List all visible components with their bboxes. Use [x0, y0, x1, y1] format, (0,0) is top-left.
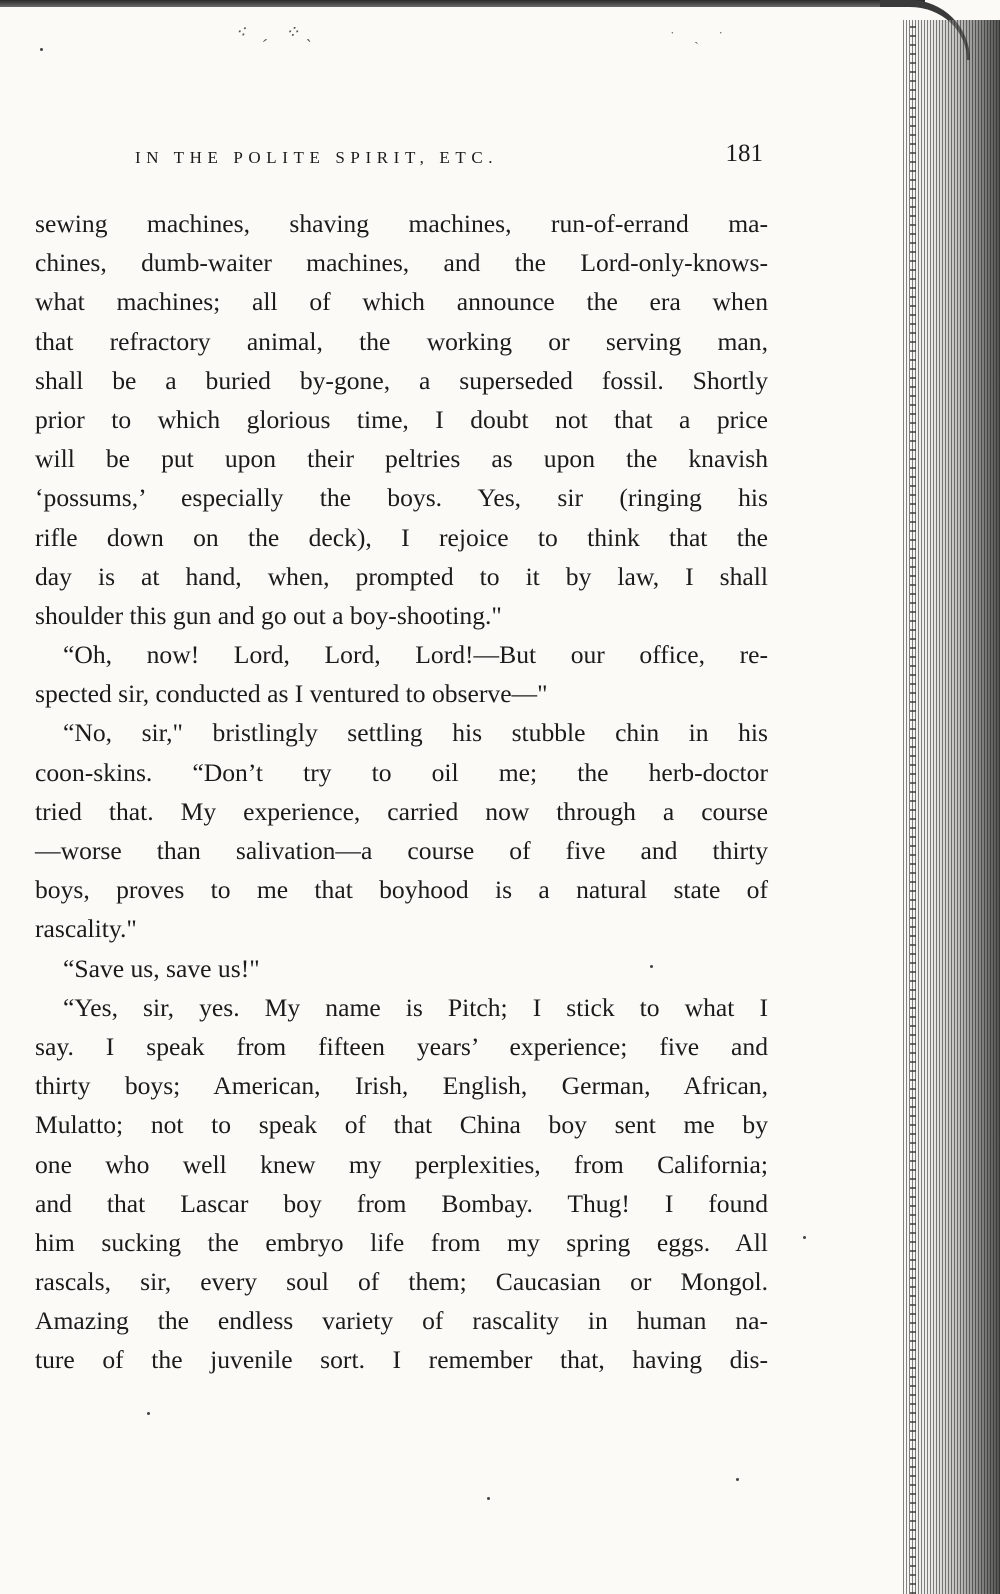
text-line: him sucking the embryo life from my spring eggs. All [35, 1227, 768, 1257]
text-line: spected sir, conducted as I ventured to observe—" [35, 679, 548, 709]
text-line: rascality." [35, 914, 137, 944]
text-line: thirty boys; American, Irish, English, German, African, [35, 1071, 768, 1101]
page-number: 181 [725, 140, 763, 167]
running-head-title: IN THE POLITE SPIRIT, ETC. [135, 148, 499, 167]
page-stack-shadow [910, 20, 916, 1594]
text-line: Amazing the endless variety of rascality in human na- [35, 1306, 768, 1336]
text-line: rifle down on the deck), I rejoice to think that the [35, 522, 768, 552]
pencil-marks: ⁖ ˏ ⁘ˎ [235, 22, 318, 42]
speck [147, 1412, 150, 1415]
text-line: say. I speak from fifteen years’ experience; five and [35, 1031, 768, 1061]
text-line: “No, sir," bristlingly settling his stubble chin in his [63, 718, 768, 748]
text-line: that refractory animal, the working or serving man, [35, 326, 768, 356]
text-line: tried that. My experience, carried now through a course [35, 796, 768, 826]
text-line: “Oh, now! Lord, Lord, Lord!—But our office, re- [63, 640, 768, 670]
text-line: shall be a buried by-gone, a superseded fossil. Shortly [35, 365, 768, 395]
text-line: “Save us, save us!" [63, 953, 260, 983]
running-head [135, 140, 765, 180]
text-line: chines, dumb-waiter machines, and the Lord-only-knows- [35, 248, 768, 278]
page-top-edge [0, 0, 925, 7]
text-line: Mulatto; not to speak of that China boy sent me by [35, 1110, 768, 1140]
text-line: boys, proves to me that boyhood is a natural state of [35, 875, 768, 905]
text-line: and that Lascar boy from Bombay. Thug! I found [35, 1188, 768, 1218]
text-line: shoulder this gun and go out a boy-shooting." [35, 600, 502, 630]
page-stack-edge [903, 20, 1000, 1594]
text-line: what machines; all of which announce the era when [35, 287, 768, 317]
body-text [35, 204, 768, 1380]
text-line: prior to which glorious time, I doubt not that a price [35, 404, 768, 434]
speck [650, 965, 653, 968]
speck [40, 48, 43, 51]
text-line: ‘possums,’ especially the boys. Yes, sir (ringing his [35, 483, 768, 513]
text-line: rascals, sir, every soul of them; Caucasian or Mongol. [35, 1267, 768, 1297]
text-line: sewing machines, shaving machines, run-of-errand ma- [35, 209, 768, 238]
speck [736, 1478, 739, 1481]
text-line: coon-skins. “Don’t try to oil me; the herb-doctor [35, 757, 768, 787]
text-line: “Yes, sir, yes. My name is Pitch; I stick to what I [63, 992, 768, 1022]
text-line: ture of the juvenile sort. I remember that, having dis- [35, 1345, 768, 1375]
speck [803, 1236, 806, 1239]
speck [487, 1497, 490, 1500]
pencil-marks-right: ˙ ˏ ˙ [670, 30, 731, 45]
text-line: one who well knew my perplexities, from California; [35, 1149, 768, 1179]
text-line: —worse than salivation—a course of five and thirty [35, 836, 768, 865]
text-line: day is at hand, when, prompted to it by law, I shall [35, 561, 768, 591]
text-line: will be put upon their peltries as upon the knavish [35, 444, 768, 474]
